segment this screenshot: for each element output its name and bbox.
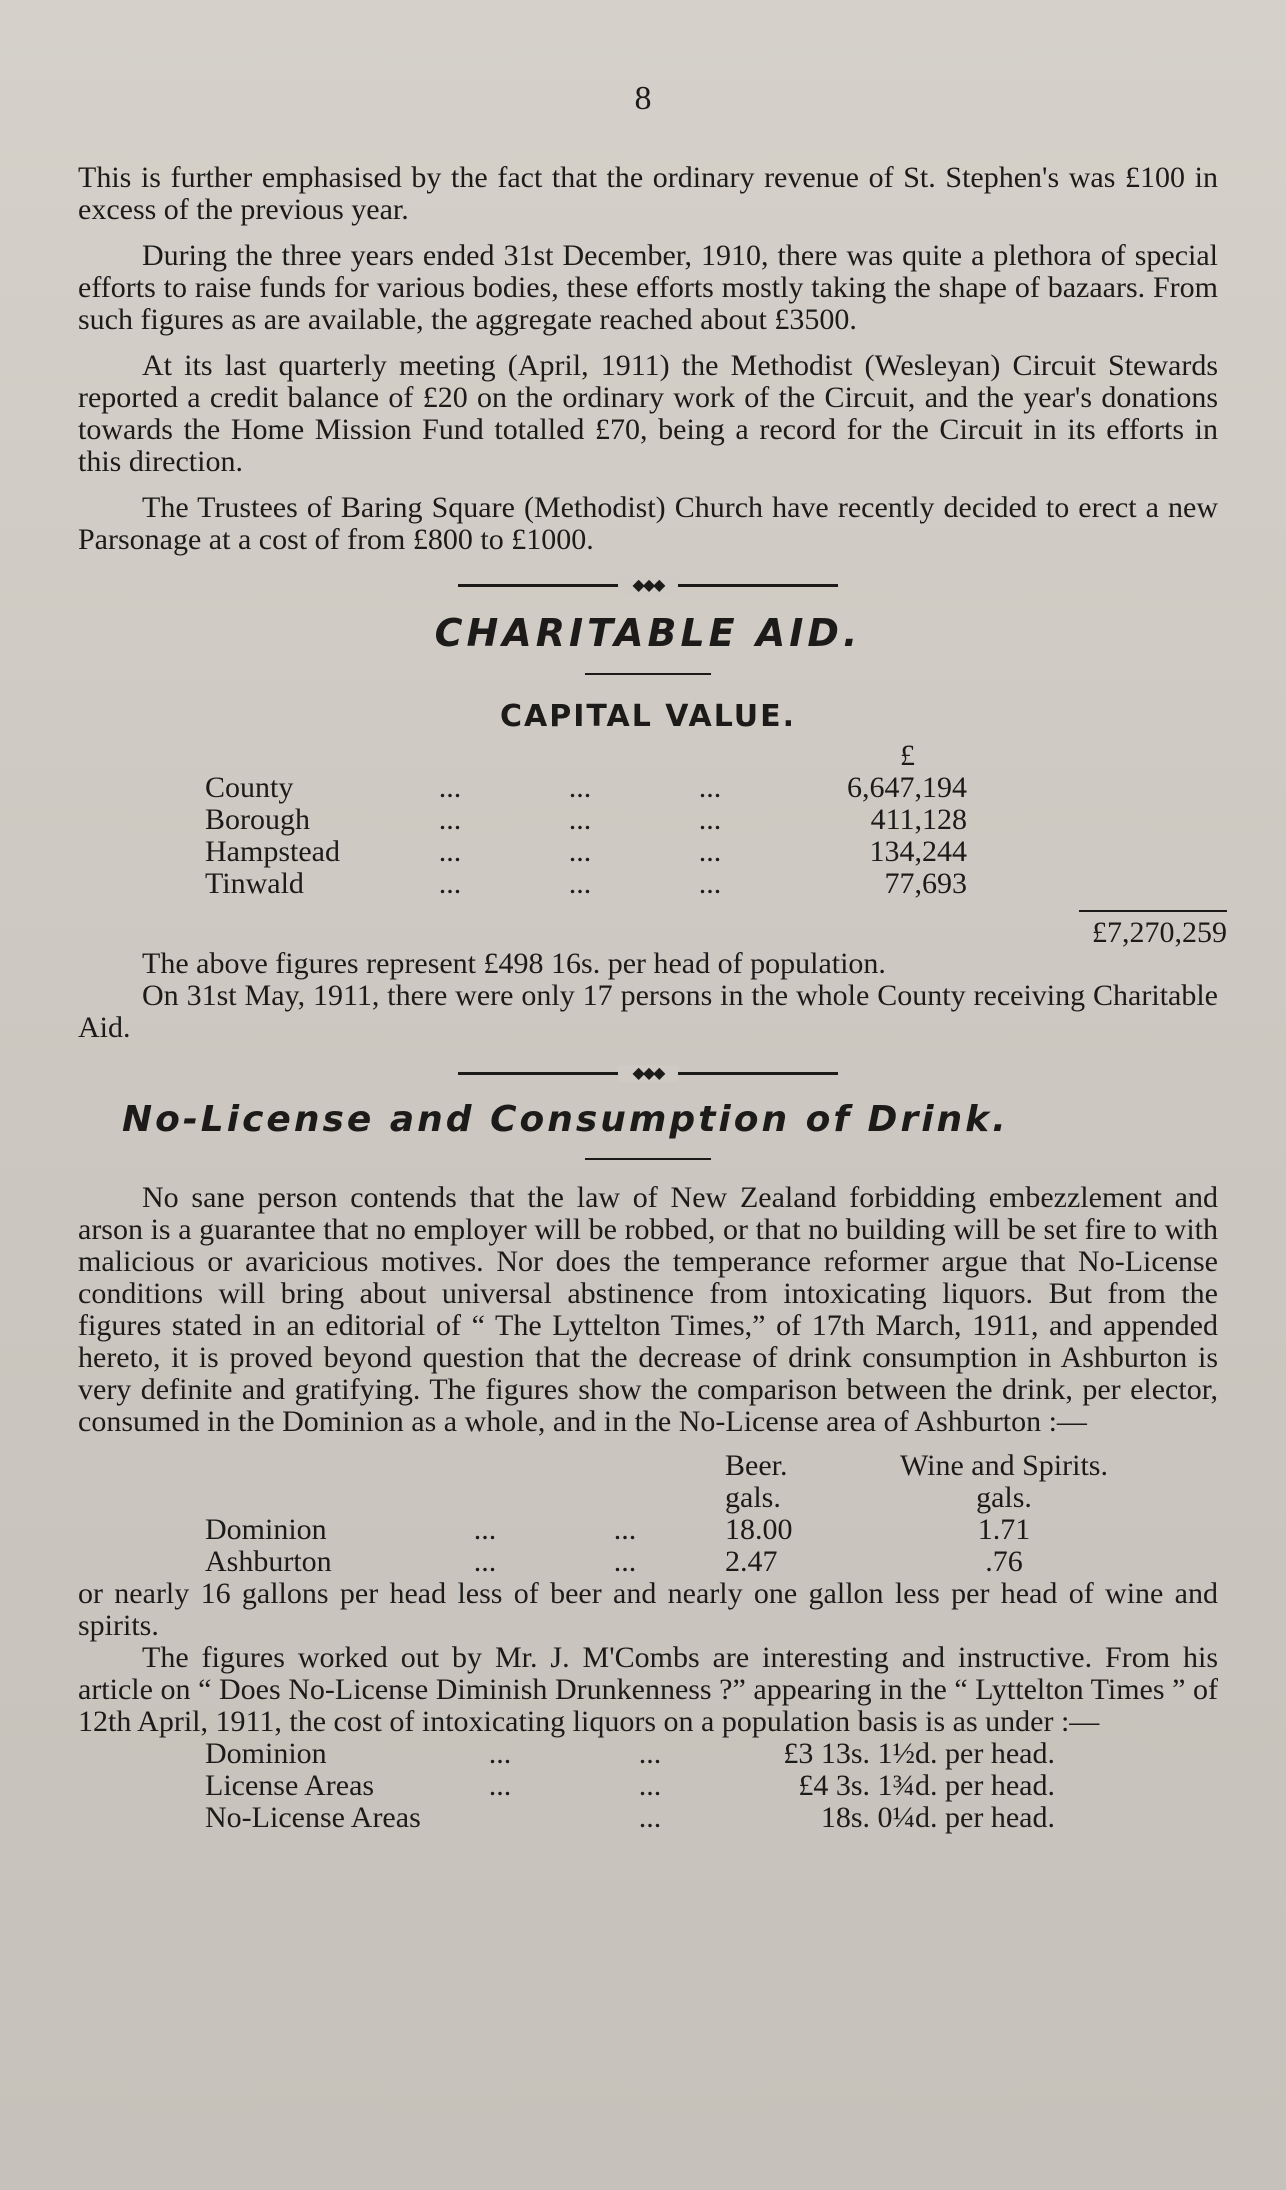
table-row: License Areas ... ... £4 3s. 1¾d. per head. [205, 1769, 1055, 1802]
table-header-row [205, 1450, 1139, 1482]
total-rule [1079, 910, 1227, 912]
capital-value-table [205, 740, 967, 900]
table-row: Ashburton ... ... 2.47 .76 [205, 1545, 1023, 1578]
table-unit-row: gals. gals. [725, 1481, 1032, 1514]
page-content [78, 161, 1227, 1834]
paragraph-mccombs: The figures worked out by Mr. J. M'Combs are interesting and instructive. From his article on “ Does No-License Diminish Drunkenness ?” appearing in the “ Lyttelton Times ” of 12th April, 1911, the cost of intoxicating liquors on a population basis is as under :— [78, 1641, 1218, 1738]
capital-value-heading: CAPITAL VALUE. [500, 699, 796, 734]
title-underline [585, 1158, 711, 1160]
liquor-cost-table [205, 1738, 1055, 1834]
page-number: 8 [634, 80, 652, 117]
section-title-charitable-aid: CHARITABLE AID. [434, 611, 862, 655]
paragraph-persons-receiving-aid: On 31st May, 1911, there were only 17 persons in the whole County receiving Charitable Aid. [78, 979, 1218, 1044]
paragraph-special-efforts: During the three years ended 31st December, 1910, there was quite a plethora of special efforts to raise funds for various bodies, these efforts mostly taking the shape of bazaars. From such figures as are available, the aggregate reached about £3500. [78, 239, 1218, 336]
paragraph-baring-square: The Trustees of Baring Square (Methodist) Church have recently decided to erect a new Parsonage at a cost of from £800 to £1000. [78, 491, 1218, 556]
capital-value-total [205, 900, 1227, 948]
column-header-wine-spirits: Wine and Spirits. [900, 1449, 1108, 1482]
table-row: Tinwald ... ... ... 77,693 [205, 867, 967, 900]
paragraph-gallons-less: or nearly 16 gallons per head less of beer and nearly one gallon less per head of wine and spirits. [78, 1577, 1218, 1642]
paragraph-methodist-circuit: At its last quarterly meeting (April, 1911) the Methodist (Wesleyan) Circuit Stewards reported a credit balance of £20 on the ordinary work of the Circuit, and the year's donations towards the Home Mission Fund totalled £70, being a record for the Circuit in its efforts in this direction. [78, 349, 1218, 478]
ornament-divider: ◆◆◆ [458, 584, 838, 587]
title-underline [585, 673, 711, 675]
total-value: £7,270,259 [1092, 916, 1227, 949]
paragraph-st-stephens: This is further emphasised by the fact that the ordinary revenue of St. Stephen's was £100 in excess of the previous year. [78, 161, 1218, 226]
table-row: Borough ... ... ... 411,128 [205, 803, 967, 836]
section-title-no-license: No-License and Consumption of Drink. [122, 1099, 1009, 1140]
table-row: No-License Areas ... 18s. 0¼d. per head. [205, 1801, 1055, 1834]
currency-header: £ [900, 739, 915, 772]
drink-consumption-table [205, 1450, 1139, 1578]
table-row: Dominion ... ... £3 13s. 1½d. per head. [205, 1737, 1055, 1770]
column-header-beer: Beer. [725, 1449, 788, 1482]
table-row: Hampstead ... ... ... 134,244 [205, 835, 967, 868]
paragraph-no-license-intro: No sane person contends that the law of New Zealand forbidding embezzlement and arson is a guarantee that no employer will be robbed, or that no building will be set fire to with malicious or avaricious motives. Nor does the temperance reformer argue that No-License conditions will bring about universal abstinence from intoxicating liquors. But from the figures stated in an editorial of “ The Lyttelton Times,” of 17th March, 1911, and appended hereto, it is proved beyond question that the decrease of drink consumption in Ashburton is very definite and gratifying. The figures show the comparison between the drink, per elector, consumed in the Dominion as a whole, and in the No-License area of Ashburton :— [78, 1181, 1218, 1438]
ornament-divider: ◆◆◆ [458, 1072, 838, 1075]
paragraph-per-head: The above figures represent £498 16s. per head of population. [142, 947, 886, 980]
table-row: Dominion ... ... 18.00 1.71 [205, 1513, 1031, 1546]
table-row: County ... ... ... 6,647,194 [205, 771, 967, 804]
